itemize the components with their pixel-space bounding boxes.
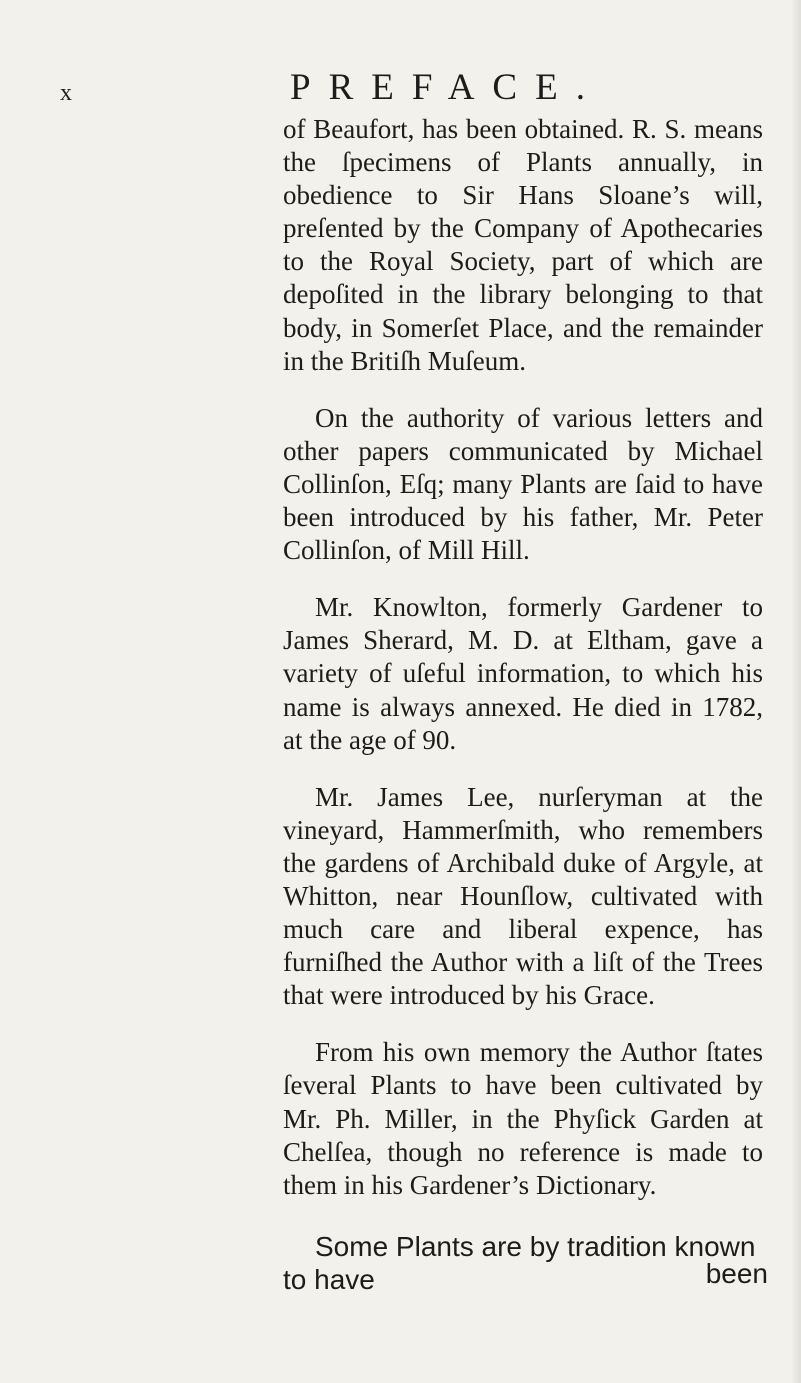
page-edge	[791, 0, 801, 1383]
catchword: been	[705, 1258, 768, 1289]
body-text	[283, 113, 763, 1296]
paragraph: Some Plants are by tradition known to have	[283, 1230, 756, 1295]
running-head: PREFACE.	[290, 67, 603, 108]
paragraph: Mr. James Lee, nurſeryman at the vineyard, Hammerſmith, who remembers the gardens of Archibald duke of Argyle, at Whitton, near Hounſlow, cultivated with much care and liberal expence, has furniſhed the Author with a liſt of the Trees that were introduced by his Grace.	[283, 781, 763, 1011]
paragraph: Mr. Knowlton, formerly Gardener to James Sherard, M. D. at Eltham, gave a variety of uſeful information, to which his name is always annexed. He died in 1782, at the age of 90.	[283, 592, 763, 755]
paragraph: From his own memory the Author ſtates ſeveral Plants to have been cultivated by Mr. Ph. Miller, in the Phyſick Garden at Chelſea, though no reference is made to them in his Gardener’s Dictionary.	[283, 1037, 763, 1200]
paragraph: On the authority of various letters and other papers communicated by Michael Collinſon, Eſq; many Plants are ſaid to have been introduced by his father, Mr. Peter Collinſon, of Mill Hill.	[283, 402, 763, 566]
paragraph: of Beaufort, has been obtained. R. S. means the ſpecimens of Plants annually, in obedience to Sir Hans Sloane’s will, preſented by the Company of Apothecaries to the Royal Society, part of which are depoſited in the library belonging to that body, in Somerſet Place, and the remainder in the Britiſh Muſeum.	[283, 114, 763, 376]
page-number: x	[60, 80, 72, 106]
